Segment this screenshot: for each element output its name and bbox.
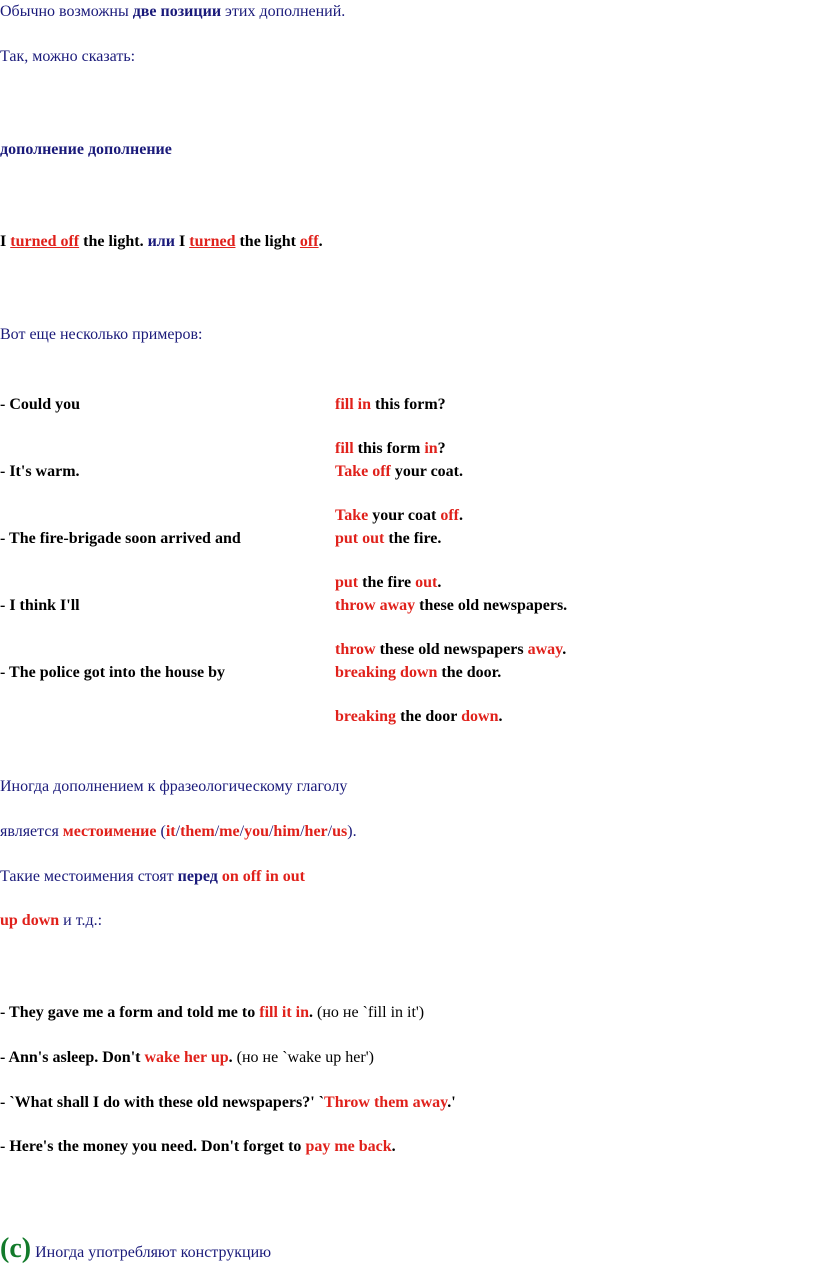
pronoun-text: и т.д.: — [59, 912, 103, 929]
particle-list-1: on off in out — [221, 868, 305, 885]
example-text: the fire. — [384, 530, 442, 547]
example-row-left: - The police got into the house by — [0, 664, 226, 681]
sentence-punct: . — [228, 1049, 237, 1066]
example-text: ? — [437, 440, 446, 457]
example-row-right — [335, 573, 441, 593]
example-text: . — [459, 507, 463, 524]
example-text: these old newspapers — [375, 641, 528, 658]
example-text: this form? — [371, 396, 446, 413]
example-verb-1: turned off — [10, 233, 80, 250]
example-text: the fire — [358, 574, 416, 591]
example-row-right — [335, 663, 501, 683]
phrasal-verb-part: put — [335, 574, 359, 591]
intro-text-end: этих дополнений. — [221, 3, 346, 20]
pronoun-item: it — [165, 823, 176, 840]
intro-line-1 — [0, 2, 345, 22]
sentence-text: - `What shall I do with these old newspapers?' ` — [0, 1094, 325, 1111]
example-text: the light. — [79, 233, 148, 250]
sentence-text: - Ann's asleep. Don't — [0, 1049, 145, 1066]
sentence-row — [0, 1048, 374, 1068]
example-row-right — [335, 640, 566, 660]
footer-line — [0, 1233, 271, 1269]
pronoun-item: us — [332, 823, 348, 840]
example-row-left: - Could you — [0, 396, 81, 413]
example-row-right — [335, 506, 463, 526]
sentence-text: - Here's the money you need. Don't forget to — [0, 1138, 306, 1155]
phrasal-verb-part: off — [440, 507, 459, 524]
pronoun-separator: / — [300, 823, 305, 840]
example-text: your coat — [368, 507, 441, 524]
sentence-phrasal-verb: pay me back — [305, 1138, 392, 1155]
phrasal-verb-part: put out — [335, 530, 385, 547]
sentence-phrasal-verb: wake her up — [144, 1049, 229, 1066]
pronoun-text: Такие местоимения стоят — [0, 868, 178, 885]
example-text: the door — [396, 708, 462, 725]
phrasal-verb-part: down — [461, 708, 499, 725]
pronoun-line-4 — [0, 911, 102, 931]
pronoun-list — [166, 823, 347, 840]
more-examples-title: Вот еще несколько примеров: — [0, 326, 203, 343]
example-text: the light — [235, 233, 300, 250]
sentence-phrasal-verb: Throw them away — [324, 1094, 448, 1111]
pronoun-separator: / — [268, 823, 274, 840]
example-text: I — [0, 233, 11, 250]
object-label-2: дополнение — [87, 141, 172, 158]
example-text: this form — [353, 440, 425, 457]
pronoun-line-2 — [0, 822, 357, 842]
main-example — [0, 232, 323, 252]
sentence-note: (но не `fill in it') — [317, 1004, 425, 1021]
phrasal-verb-part: fill in — [335, 396, 372, 413]
sentence-phrasal-verb: fill it in — [259, 1004, 310, 1021]
example-text: . — [562, 641, 567, 658]
pronoun-text: ( — [156, 823, 166, 840]
pronoun-line-1: Иногда дополнением к фразеологическому глаголу — [0, 778, 348, 795]
example-row-left: - The fire-brigade soon arrived and — [0, 530, 241, 547]
example-text: these old newspapers. — [415, 597, 568, 614]
phrasal-verb-part: Take off — [335, 463, 391, 480]
intro-emphasis: две позиции — [132, 3, 222, 20]
example-row-right — [335, 462, 463, 482]
example-text: . — [498, 708, 503, 725]
object-labels — [0, 140, 172, 160]
intro-line-2: Так, можно сказать: — [0, 48, 136, 65]
pronoun-separator: / — [239, 823, 245, 840]
pronoun-separator: / — [214, 823, 220, 840]
pronoun-text: ). — [347, 823, 357, 840]
sentence-punct: . — [309, 1004, 318, 1021]
section-marker: (c) — [0, 1233, 32, 1264]
pronoun-line-3 — [0, 867, 305, 887]
object-label-1: дополнение — [0, 141, 84, 158]
example-verb-2: turned — [189, 233, 236, 250]
example-row-right — [335, 596, 567, 616]
example-row-left: - I think I'll — [0, 597, 80, 614]
phrasal-verb-part: in — [424, 440, 438, 457]
pronoun-item: me — [219, 823, 240, 840]
phrasal-verb-part: out — [415, 574, 438, 591]
sentence-punct: . — [391, 1138, 396, 1155]
example-text: I — [175, 233, 190, 250]
example-row-right — [335, 439, 446, 459]
pronoun-text: является — [0, 823, 63, 840]
particle-list-2: up down — [0, 912, 60, 929]
phrasal-verb-part: fill — [335, 440, 354, 457]
example-row-left: - It's warm. — [0, 463, 80, 480]
sentence-row — [0, 1093, 456, 1113]
phrasal-verb-part: breaking down — [335, 664, 438, 681]
sentence-note: (но не `wake up her') — [236, 1049, 374, 1066]
sentence-text: - They gave me a form and told me to — [0, 1004, 260, 1021]
example-row-right — [335, 707, 502, 727]
example-text: the door. — [437, 664, 502, 681]
phrasal-verb-part: throw away — [335, 597, 416, 614]
example-particle: off — [299, 233, 319, 250]
example-row-right — [335, 529, 441, 549]
intro-text: Обычно возможны — [0, 3, 133, 20]
pronoun-item: him — [273, 823, 301, 840]
phrasal-verb-part: away — [527, 641, 563, 658]
pronoun-keyword: местоимение — [62, 823, 157, 840]
example-text: . — [437, 574, 442, 591]
sentence-row — [0, 1003, 424, 1023]
example-text: your coat. — [390, 463, 463, 480]
example-text: . — [318, 233, 323, 250]
pronoun-separator: / — [175, 823, 181, 840]
pronoun-before: перед — [177, 868, 218, 885]
phrasal-verb-part: throw — [335, 641, 376, 658]
pronoun-item: you — [244, 823, 269, 840]
pronoun-item: them — [180, 823, 215, 840]
sentence-row — [0, 1137, 396, 1157]
example-row-right — [335, 395, 446, 415]
pronoun-separator: / — [327, 823, 333, 840]
phrasal-verb-part: Take — [335, 507, 369, 524]
example-or: или — [147, 233, 175, 250]
phrasal-verb-part: breaking — [335, 708, 397, 725]
footer-text: Иногда употребляют конструкцию — [31, 1244, 272, 1261]
sentence-punct: .' — [447, 1094, 456, 1111]
pronoun-item: her — [304, 823, 328, 840]
